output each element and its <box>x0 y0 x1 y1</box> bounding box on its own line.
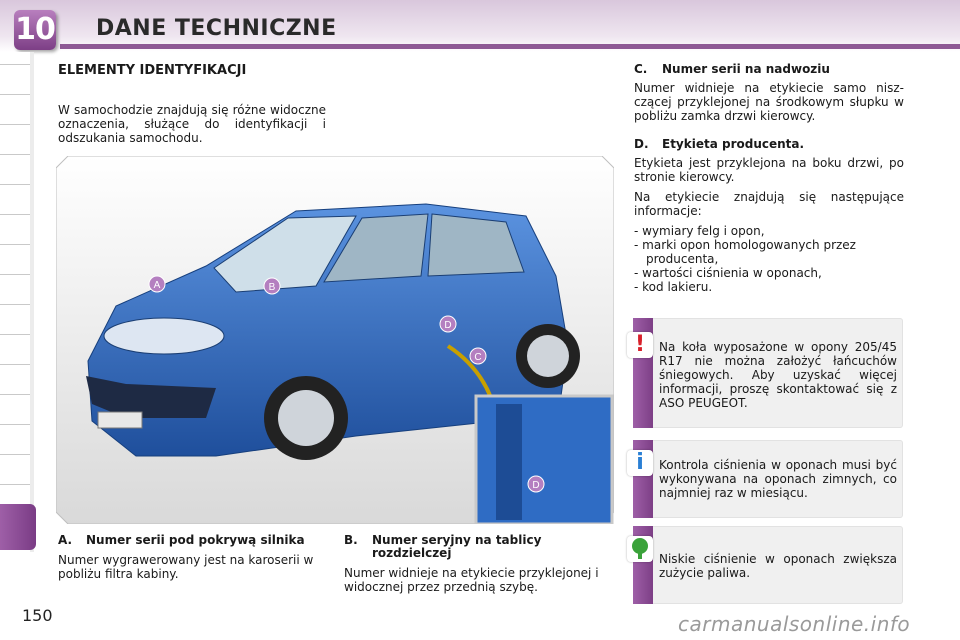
section-b <box>344 534 616 594</box>
section-c-text: Numer widnieje na etykiecie samo nisz-czącej przyklejonej na środkowym słupku w pobliżu zamka drzwi kierowcy. <box>634 81 904 123</box>
note-warning <box>633 318 903 428</box>
photo-label-c <box>470 348 486 364</box>
photo-label-b <box>264 278 280 294</box>
section-a <box>58 534 330 581</box>
list-item: - wymiary felg i opon, <box>634 224 765 238</box>
note-eco <box>633 526 903 604</box>
section-d-heading: Etykieta producenta. <box>662 137 805 151</box>
section-a-text: Numer wygrawerowany jest na karoserii w pobliżu filtra kabiny. <box>58 553 314 581</box>
section-b-text: Numer widnieje na etykiecie przyklejonej i widocznej przez przednią szybę. <box>344 566 599 594</box>
sidebar-edge <box>30 52 34 552</box>
photo-label-d-inset <box>528 476 544 492</box>
door-pillar <box>496 404 522 520</box>
car-headlight <box>104 318 224 354</box>
identification-text: W samochodzie znajdują się różne widoczne oznaczenia, służące do identyfikacji i odszukania samochodu. <box>58 103 326 145</box>
note-info-text: Kontrola ciśnienia w oponach musi być wykonywana na oponach zimnych, co najmniej raz w miesiącu. <box>659 458 897 500</box>
section-c-letter: C. <box>634 62 648 76</box>
header-rule <box>60 44 960 49</box>
list-item: - marki opon homologowanych przez producenta, <box>634 238 856 266</box>
watermark: carmanualsonline.info <box>678 612 911 636</box>
list-item: - kod lakieru. <box>634 280 713 294</box>
section-d-letter: D. <box>634 137 649 151</box>
section-c-heading: Numer serii na nadwoziu <box>662 62 830 76</box>
photo-label-d <box>440 316 456 332</box>
svg-text:D: D <box>532 480 540 491</box>
active-chapter-tab[interactable] <box>0 504 36 550</box>
page-title: DANE TECHNICZNE <box>96 16 337 41</box>
section-b-letter: B. <box>344 533 358 547</box>
photo-label-a <box>149 276 165 292</box>
note-info <box>633 440 903 518</box>
identification-heading: ELEMENTY IDENTYFIKACJI <box>58 63 247 78</box>
note-eco-text: Niskie ciśnienie w oponach zwiększa zużycie paliwa. <box>659 552 897 580</box>
svg-text:D: D <box>444 320 452 331</box>
warning-icon: ! <box>627 332 653 358</box>
section-a-letter: A. <box>58 533 73 547</box>
svg-text:C: C <box>474 352 482 363</box>
license-plate <box>98 412 142 428</box>
page-number: 150 <box>22 606 53 625</box>
section-d-text-1: Etykieta jest przyklejona na boku drzwi, po stronie kierowcy. <box>634 156 904 184</box>
section-b-heading: Numer seryjny na tablicy rozdzielczej <box>372 533 542 560</box>
car-rear-rim <box>527 335 569 377</box>
car-front-rim <box>278 390 334 446</box>
chapter-badge: 10 <box>14 10 56 50</box>
info-icon: i <box>627 450 653 476</box>
list-item: - wartości ciśnienia w oponach, <box>634 266 822 280</box>
note-warning-text: Na koła wyposażone w opony 205/45 R17 nie można założyć łańcuchów śniegowych. Aby uzyskać więcej informacji, proszę skontaktować się z ASO PEUGEOT. <box>659 340 897 410</box>
section-a-heading: Numer serii pod pokrywą silnika <box>86 533 305 547</box>
section-c <box>634 63 904 129</box>
section-d-text-2: Na etykiecie znajdują się następujące informacje: <box>634 190 904 218</box>
svg-text:B: B <box>268 282 276 293</box>
section-d <box>634 138 904 294</box>
tree-icon <box>627 536 653 562</box>
svg-text:A: A <box>153 280 161 291</box>
car-photo <box>56 156 614 524</box>
chapter-tabs <box>0 52 30 640</box>
section-d-list <box>634 224 904 294</box>
